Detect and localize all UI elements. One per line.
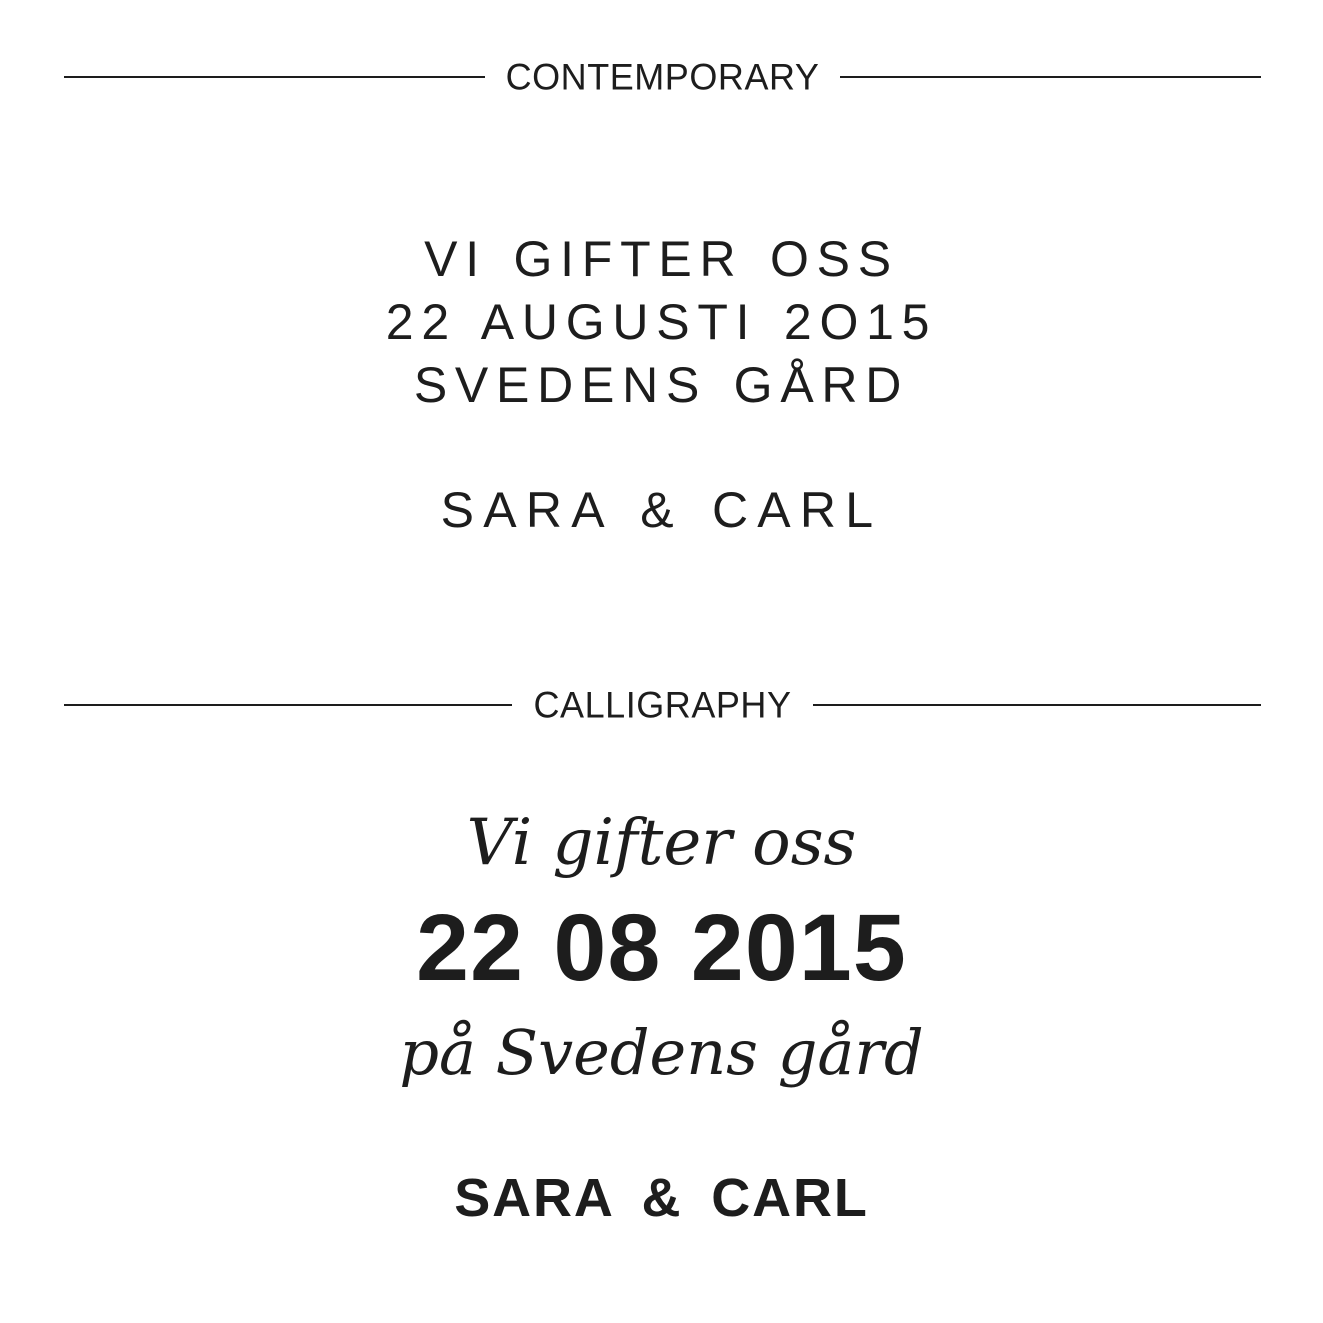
divider-line-left	[64, 76, 485, 78]
calligraphy-date: 22 08 2015	[416, 895, 907, 1001]
calligraphy-intro-script: Vi gifter oss	[466, 806, 857, 880]
calligraphy-venue-script: på Svedens gård	[399, 1016, 924, 1089]
divider-calligraphy	[64, 685, 1261, 725]
divider-label-calligraphy: CALLIGRAPHY	[533, 683, 792, 726]
calligraphy-couple-names: SARA & CARL	[454, 1168, 869, 1228]
divider-label-contemporary: CONTEMPORARY	[505, 55, 820, 98]
contemporary-invite-line-1: VI GIFTER OSS	[424, 231, 899, 287]
divider-line-right	[840, 76, 1261, 78]
contemporary-invite-line-2: 22 AUGUSTI 2O15	[385, 294, 938, 350]
divider-contemporary	[64, 57, 1261, 97]
contemporary-invite-line-3: SVEDENS GÅRD	[413, 357, 910, 413]
divider-line-right	[813, 704, 1261, 706]
contemporary-invite-block	[0, 228, 1323, 417]
divider-line-left	[64, 704, 512, 706]
contemporary-couple-names: SARA & CARL	[440, 482, 883, 538]
